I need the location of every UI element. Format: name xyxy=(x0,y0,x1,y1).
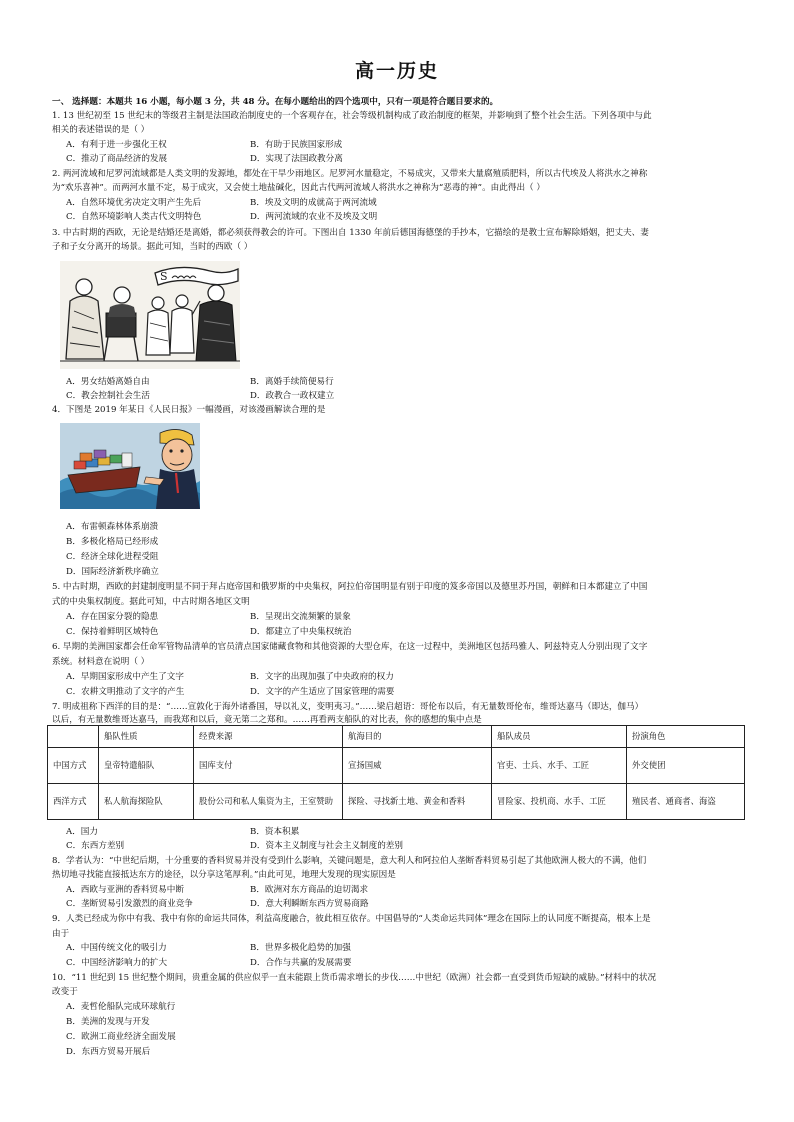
q1-option-b: B．有助于民族国家形成 xyxy=(250,140,343,150)
q10-option-d: D．东西方贸易开展后 xyxy=(66,1047,151,1057)
table-header-cell: 航海目的 xyxy=(343,726,492,748)
q8-stem-line2: 热切地寻找能直接抵达东方的途径，以分享这笔厚利。”由此可见，地理大发现的现实原因是 xyxy=(52,870,396,880)
q5-option-a: A．存在国家分裂的隐患 xyxy=(66,612,159,622)
q1-option-a: A．有利于进一步强化王权 xyxy=(66,140,167,150)
q9-stem-line1: 9．人类已经成为你中有我、我中有你的命运共同体，利益高度融合，彼此相互依存。中国倡导的“人类命运共同体”理念在国际上的认同度不断提高，根本上是 xyxy=(52,914,651,924)
q9-stem-line2: 由于 xyxy=(52,929,70,939)
q4-option-d: D．国际经济新秩序确立 xyxy=(66,567,159,577)
table-header-cell: 船队成员 xyxy=(492,726,627,748)
q7-option-b: B．资本积累 xyxy=(250,827,300,837)
q3-option-a: A．男女结婚离婚自由 xyxy=(66,377,150,387)
table-header-row xyxy=(48,726,745,748)
q1-stem-line2: 相关的表述错误的是（ ） xyxy=(52,125,150,135)
q5-stem-line1: 5. 中古时期，西欧的封建制度明显不同于拜占庭帝国和俄罗斯的中央集权，阿拉伯帝国明显有别于印度的笈多帝国以及德里苏丹国，朝鲜和日本都建立了中国 xyxy=(52,582,648,592)
table-cell: 宣扬国威 xyxy=(343,748,492,784)
q10-option-b: B．美洲的发现与开发 xyxy=(66,1017,150,1027)
cartoon-cargo-ship-illustration xyxy=(60,423,200,509)
q2-stem-line2: 为“欢乐喜神”。而两河水量不定，易于成灾，又会使土地盐碱化，因此古代两河流域人将洪水之神称为“恶毒的神”。由此得出（ ） xyxy=(52,183,545,193)
q2-option-b: B．埃及文明的成就高于两河流域 xyxy=(250,198,377,208)
q7-stem-line1: 7. 明成祖称下西洋的目的是：“……宣敦化于海外诸番国，导以礼义，变明夷习。”……梁启超语：哥伦布以后，有无量数哥伦布，维哥达嘉马（即达，伽马） xyxy=(52,702,644,712)
svg-text:S: S xyxy=(160,270,168,283)
q2-option-c: C．自然环境影响人类古代文明特色 xyxy=(66,212,202,222)
q6-option-c: C．农耕文明推动了文字的产生 xyxy=(66,687,185,697)
q2-stem-line1: 2. 两河流域和尼罗河流域都是人类文明的发源地，都处在干旱少雨地区。尼罗河水量稳定，不易成灾，又带来大量腐殖质肥料，所以古代埃及人将洪水之神称 xyxy=(52,169,648,179)
q6-option-a: A．早期国家形成中产生了文字 xyxy=(66,672,184,682)
table-row xyxy=(48,784,745,820)
q10-stem-line1: 10．“11 世纪到 15 世纪整个期间，贵重金属的供应似乎一直未能跟上货币需求增长的步伐……中世纪（欧洲）社会都一直受到货币短缺的威胁。”材料中的状况 xyxy=(52,973,657,983)
fleet-comparison-table xyxy=(47,725,745,820)
table-cell: 殖民者、通商者、海盗 xyxy=(627,784,745,820)
table-cell: 皇帝特遣船队 xyxy=(99,748,194,784)
q7-option-d: D．资本主义制度与社会主义制度的差别 xyxy=(250,841,403,851)
q3-stem-line2: 子和子女分离开的场景。据此可知，当时的西欧（ ） xyxy=(52,242,253,252)
q4-option-b: B．多极化格局已经形成 xyxy=(66,537,159,547)
table-header-cell: 扮演角色 xyxy=(627,726,745,748)
q6-stem-line1: 6. 早期的美洲国家都会任命军管物品清单的官员清点国家储藏食物和其他资源的大型仓库，在这一过程中，美洲地区包括玛雅人、阿兹特克人分别出现了文字 xyxy=(52,642,648,652)
table-cell: 私人航海探险队 xyxy=(99,784,194,820)
table-cell: 探险、寻找新土地、黄金和香料 xyxy=(343,784,492,820)
table-cell: 官吏、士兵、水手、工匠 xyxy=(492,748,627,784)
table-cell: 西洋方式 xyxy=(48,784,99,820)
q2-option-a: A．自然环境优劣决定文明产生先后 xyxy=(66,198,202,208)
q5-stem-line2: 式的中央集权制度。据此可知，中古时期各地区文明 xyxy=(52,597,250,607)
table-header-cell xyxy=(48,726,99,748)
table-header-cell: 经费来源 xyxy=(194,726,343,748)
q6-stem-line2: 系统。材料意在说明（ ） xyxy=(52,657,150,667)
q1-option-d: D．实现了法国政教分离 xyxy=(250,154,343,164)
table-cell: 国库支付 xyxy=(194,748,343,784)
q7-option-c: C．东西方差别 xyxy=(66,841,125,851)
table-header-cell: 船队性质 xyxy=(99,726,194,748)
q6-option-b: B．文字的出现加强了中央政府的权力 xyxy=(250,672,394,682)
q7-stem-line2: 以后，有无量数维哥达嘉马，而我郑和以后，竟无第二之郑和。……再看两支船队的对比表，你的感想的集中点是 xyxy=(52,715,482,725)
q5-option-d: D．都建立了中央集权统治 xyxy=(250,627,352,637)
q3-stem-line1: 3. 中古时期的西欧，无论是结婚还是离婚，都必须获得教会的许可。下图出自 1330 年前后德国海德堡的手抄本，它描绘的是教士宣布解除婚姻，把丈夫、妻 xyxy=(52,228,649,238)
q6-option-d: D．文字的产生适应了国家管理的需要 xyxy=(250,687,395,697)
q3-option-d: D．政教合一政权建立 xyxy=(250,391,335,401)
q3-option-b: B．离婚手续简便易行 xyxy=(250,377,334,387)
q1-option-c: C．推动了商品经济的发展 xyxy=(66,154,168,164)
q2-option-d: D．两河流域的农业不及埃及文明 xyxy=(250,212,378,222)
q5-option-b: B．呈现出交流频繁的景象 xyxy=(250,612,351,622)
q4-stem: 4．下图是 2019 年某日《人民日报》一幅漫画，对该漫画解读合理的是 xyxy=(52,405,326,415)
q10-option-a: A．麦哲伦船队完成环球航行 xyxy=(66,1002,176,1012)
q8-option-c: C．垄断贸易引发激烈的商业竞争 xyxy=(66,899,193,909)
page-title: 高一历史 xyxy=(354,60,439,82)
table-cell: 外交使团 xyxy=(627,748,745,784)
medieval-manuscript-illustration xyxy=(60,261,240,369)
table-cell: 中国方式 xyxy=(48,748,99,784)
q1-stem-line1: 1. 13 世纪初至 15 世纪末的等级君主制是法国政治制度史的一个客观存在，社会等级机制构成了政治制度的框架，并影响到了整个社会生活。下列各项中与此 xyxy=(52,111,652,121)
q10-stem-line2: 改变于 xyxy=(52,987,78,997)
table-row xyxy=(48,748,745,784)
q3-option-c: C．教会控制社会生活 xyxy=(66,391,150,401)
q10-option-c: C．欧洲工商业经济全面发展 xyxy=(66,1032,176,1042)
q7-option-a: A．国力 xyxy=(66,827,98,837)
table-cell: 股份公司和私人集资为主，王室赞助 xyxy=(194,784,343,820)
q8-option-d: D．意大利瞬断东西方贸易商路 xyxy=(250,899,369,909)
q9-option-b: B．世界多极化趋势的加强 xyxy=(250,943,351,953)
q9-option-c: C．中国经济影响力的扩大 xyxy=(66,958,168,968)
q4-option-a: A．布雷顿森林体系崩溃 xyxy=(66,522,159,532)
q5-option-c: C．保持着鲜明区域特色 xyxy=(66,627,159,637)
q9-option-a: A．中国传统文化的吸引力 xyxy=(66,943,167,953)
q4-option-c: C．经济全球化进程受阻 xyxy=(66,552,159,562)
q9-option-d: D．合作与共赢的发展需要 xyxy=(250,958,352,968)
q8-option-b: B．欧洲对东方商品的迫切渴求 xyxy=(250,885,369,895)
q8-stem-line1: 8．学者认为：“中世纪后期，十分重要的香料贸易并没有受到什么影响，关键问题是，意大利人和阿拉伯人垄断香料贸易引起了其他欧洲人极大的不满，他们 xyxy=(52,856,647,866)
table-cell: 冒险家、投机商、水手、工匠 xyxy=(492,784,627,820)
q8-option-a: A．西欧与亚洲的香料贸易中断 xyxy=(66,885,184,895)
section-instructions: 一、 选择题：本题共 16 小题，每小题 3 分，共 48 分。在每小题给出的四个选项中，只有一项是符合题目要求的。 xyxy=(52,97,499,107)
